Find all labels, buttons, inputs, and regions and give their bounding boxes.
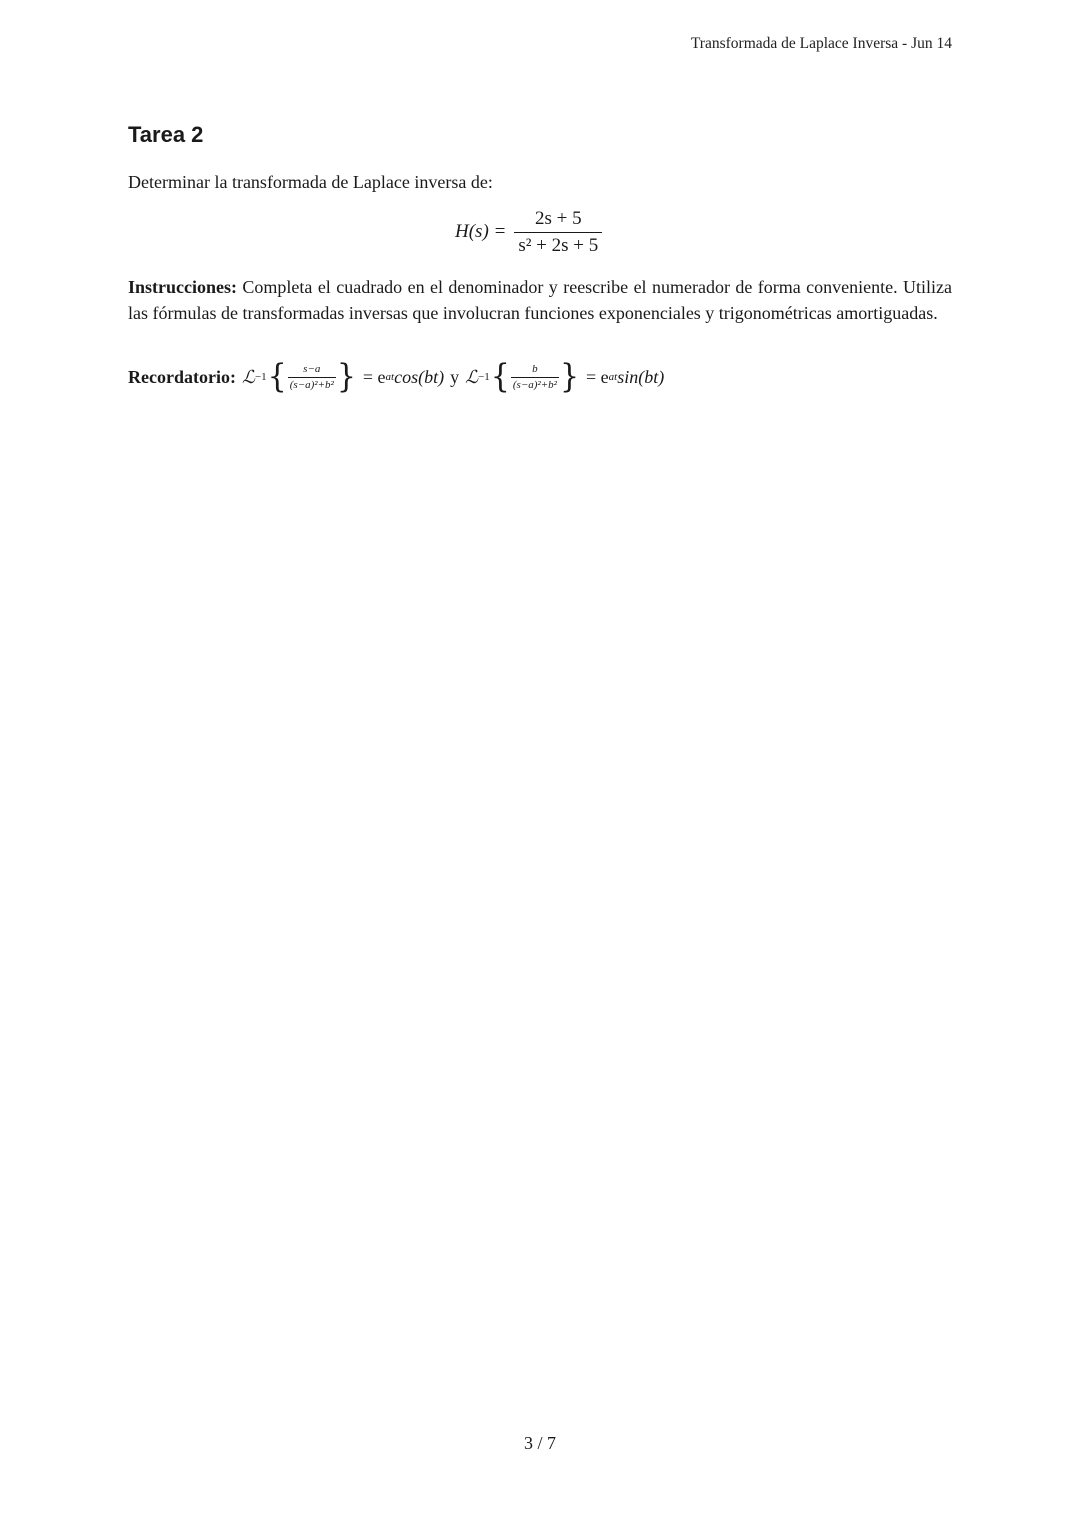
reminder-result-tail-1: cos(bt) [394, 366, 445, 387]
laplace-operator-1: ℒ [241, 366, 255, 388]
page-number: 3 / 7 [523, 1433, 556, 1453]
reminder-denominator-2: (s−a)²+b² [512, 378, 557, 391]
instructions-paragraph [128, 274, 952, 326]
right-brace-2: } [559, 357, 580, 396]
reminder-result-tail-2: sin(bt) [617, 366, 665, 387]
equation-fraction [514, 208, 602, 257]
reminder-denominator-1: (s−a)²+b² [289, 378, 334, 391]
reminder-numerator-1: s−a [303, 363, 321, 376]
equation-lhs: H(s) = [455, 221, 507, 243]
reminder-fraction-1 [288, 363, 336, 390]
instructions-label: Instrucciones: [128, 277, 237, 297]
problem-prompt: Determinar la transformada de Laplace inversa de: [128, 172, 493, 192]
left-brace-2: { [490, 357, 510, 396]
reminder-result-1: = e [362, 366, 386, 387]
instructions-text: Completa el cuadrado en el denominador y reescribe el numerador de forma conveniente. Utiliza las fórmulas de transformadas inversas que involucran funciones exponenciales y trigonométricas amortiguadas. [128, 277, 953, 323]
reminder-connector: y [450, 366, 460, 387]
equation-numerator: 2s + 5 [535, 208, 582, 229]
equation-denominator: s² + 2s + 5 [514, 232, 602, 257]
right-brace-1: } [336, 357, 356, 396]
reminder-numerator-2: b [532, 363, 538, 376]
reminder-result-2: = e [586, 366, 609, 387]
reminder-fraction-2 [511, 363, 559, 390]
laplace-operator-2: ℒ [465, 366, 479, 388]
section-title: Tarea 2 [128, 122, 204, 147]
transfer-function-equation [455, 208, 602, 257]
reminder-line: Recordatorio: ℒ −1 { $\frac{s-a}{\text{(s−a)²+b²}}$ } = e at cos(bt) y ℒ −1 { $\frac{b}{\text{(s−a)²+b²}}$ } = e at sin(bt) [128, 357, 665, 396]
reminder-label: Recordatorio: [128, 366, 236, 387]
running-header: Transformada de Laplace Inversa - Jun 14 [690, 35, 952, 52]
left-brace-1: { [267, 357, 287, 396]
